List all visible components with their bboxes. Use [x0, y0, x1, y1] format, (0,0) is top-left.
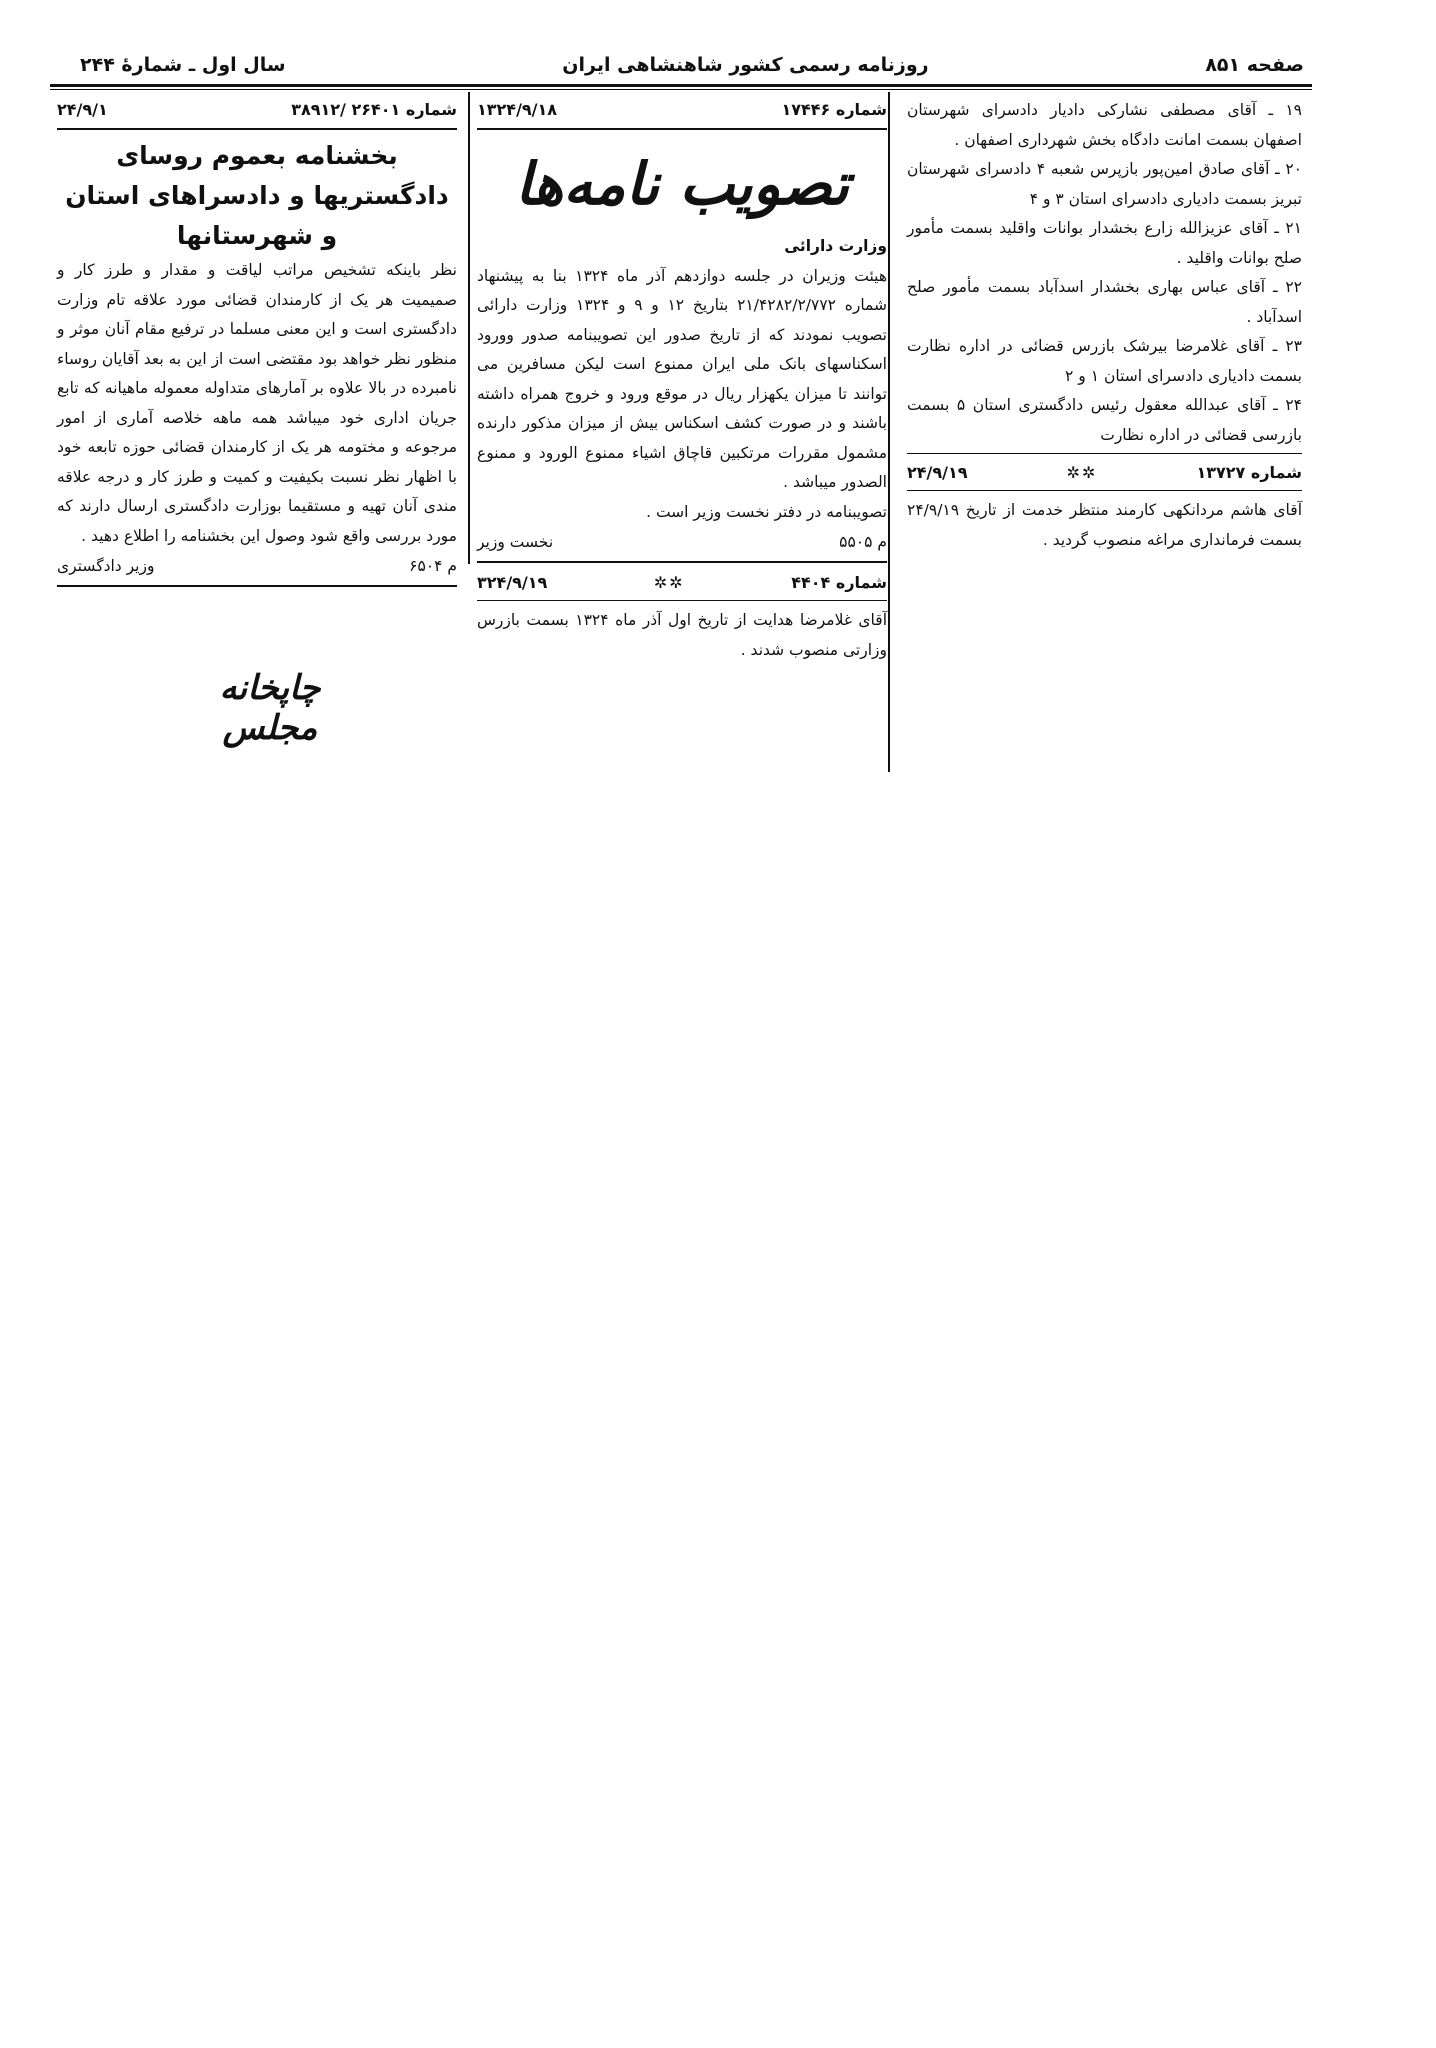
printer-imprint: چاپخانه مجلس: [219, 668, 321, 748]
announcement-number-row: [907, 459, 1302, 487]
divider: [907, 490, 1302, 491]
announcement-date: ۳۲۴/۹/۱۹: [477, 573, 548, 592]
gazette-page: [50, 48, 1312, 748]
list-item: ۲۲ ـ آقای عباس بهاری بخشدار اسدآباد بسمت مأمور صلح اسدآباد .: [907, 278, 1302, 326]
decree-body: هیئت وزیران در جلسه دوازدهم آذر ماه ۱۳۲۴ بنا به پیشنهاد شماره ۲۱/۴۲۸۲/۲/۷۷۲ بتاریخ ۱۲ و ۹ و ۱۳۲۴ وزارت دارائی تصویب نمودند که از تاریخ صدور این تصویبنامه صدور وورود اسکناسهای بانک ملی ایران ممنوع است لیکن مسافرین می توانند تا میزان یکهزار ریال در موقع ورود و خروج همراه داشته باشند و در صورت کشف اسکناس بیش از میزان مذکور دارنده مشمول مقررات مرتکبین قاچاق اشیاء ممنوع الورود و ممنوع الصدور میباشد .: [477, 266, 887, 491]
divider: [57, 585, 457, 587]
signature-title: نخست وزیر: [477, 533, 554, 551]
list-item: ۲۳ ـ آقای غلامرضا بیرشک بازرس قضائی در اداره نظارت بسمت دادیاری دادسرای استان ۱ و ۲: [907, 337, 1302, 385]
decree-date: ۱۳۲۴/۹/۱۸: [477, 100, 558, 119]
circular-date: ۲۴/۹/۱: [57, 100, 108, 119]
header-rule-thin: [50, 89, 1312, 90]
list-item: ۱۹ ـ آقای مصطفی نشارکی دادیار دادسرای شهرستان اصفهان بسمت امانت دادگاه بخش شهرداری اصفهان .: [907, 101, 1302, 149]
decree-number: شماره ۱۷۴۴۶: [781, 100, 887, 119]
page-number: صفحه ۸۵۱: [1205, 54, 1304, 76]
signature-row: [477, 527, 887, 557]
ministry-name: وزارت دارائی: [784, 237, 887, 255]
announcement-date: ۲۴/۹/۱۹: [907, 463, 968, 482]
header-rule: [50, 84, 1312, 87]
column-divider-right: [468, 92, 470, 564]
middle-column: [477, 96, 887, 665]
announcement-number: شماره ۱۳۷۲۷: [1196, 463, 1302, 482]
circular-number: شماره ۲۶۴۰۱ /۳۸۹۱۲: [291, 100, 457, 119]
signature-row: [57, 551, 457, 581]
divider: [907, 453, 1302, 454]
decree-number-row: [477, 96, 887, 124]
ornament-stars: ✲✲: [1066, 463, 1098, 482]
divider: [477, 600, 887, 601]
announcement-number-row: [477, 569, 887, 597]
divider: [57, 128, 457, 130]
ornament-stars: ✲✲: [653, 573, 685, 592]
right-column: [907, 96, 1302, 555]
signature-number: م ۵۵۰۵: [839, 533, 887, 551]
announcement-number: شماره ۴۴۰۴: [791, 573, 887, 592]
newspaper-title: روزنامه رسمی کشور شاهنشاهی ایران: [562, 54, 929, 76]
appointment-text: آقای هاشم مردانکهی کارمند منتظر خدمت از تاریخ ۲۴/۹/۱۹ بسمت فرمانداری مراغه منصوب گردید .: [907, 501, 1302, 549]
signature-title: وزیر دادگستری: [57, 557, 155, 575]
column-divider-left: [888, 92, 890, 772]
list-item: ۲۱ ـ آقای عزیزالله زارع بخشدار بوانات واقلید بسمت مأمور صلح بوانات واقلید .: [907, 219, 1302, 267]
signature-number: م ۶۵۰۴: [409, 557, 457, 575]
masthead: [50, 48, 1312, 82]
circular-number-row: [57, 96, 457, 124]
decree-note: تصویبنامه در دفتر نخست وزیر است .: [646, 502, 887, 521]
circular-headline: بخشنامه بعموم روسای دادگستریها و دادسراهای استان و شهرستانها: [65, 141, 449, 250]
section-title: تصویب نامه‌ها: [515, 150, 849, 218]
left-column: [57, 96, 457, 593]
divider: [477, 128, 887, 130]
list-item: ۲۴ ـ آقای عبدالله معقول رئیس دادگستری استان ۵ بسمت بازرسی قضائی در اداره نظارت: [907, 396, 1302, 444]
issue-label: سال اول ـ شمارهٔ ۲۴۴: [80, 54, 286, 76]
circular-body: نظر باینکه تشخیص مراتب لیاقت و مقدار و طرز کار و صمیمیت هر یک از کارمندان قضائی مورد علاقه تام وزارت دادگستری است و این معنی مسلما در ترفیع مقام آنان موثر و منظور نظر خواهد بود مقتضی است از این به بعد آقایان روساء نامبرده در بالا علاوه بر آمارهای متداوله معموله ماهیانه که تابع جریان اداری خود میباشد همه ماهه خلاصه آماری از امور مرجوعه و مختومه هر یک از کارمندان قضائی حوزه تابعه خود با اظهار نظر نسبت بکیفیت و کمیت و طرز کار و درجه علاقه مندی آنان تهیه و مستقیما بوزارت دادگستری ارسال دارند که مورد بررسی واقع شود وصول این بخشنامه را اطلاع دهید .: [57, 261, 457, 545]
divider: [477, 561, 887, 563]
list-item: ۲۰ ـ آقای صادق امین‌پور بازپرس شعبه ۴ دادسرای شهرستان تبریز بسمت دادیاری دادسرای استان ۳ و ۴: [907, 160, 1302, 208]
appointment-text: آقای غلامرضا هدایت از تاریخ اول آذر ماه ۱۳۲۴ بسمت بازرس وزارتی منصوب شدند .: [477, 611, 887, 659]
